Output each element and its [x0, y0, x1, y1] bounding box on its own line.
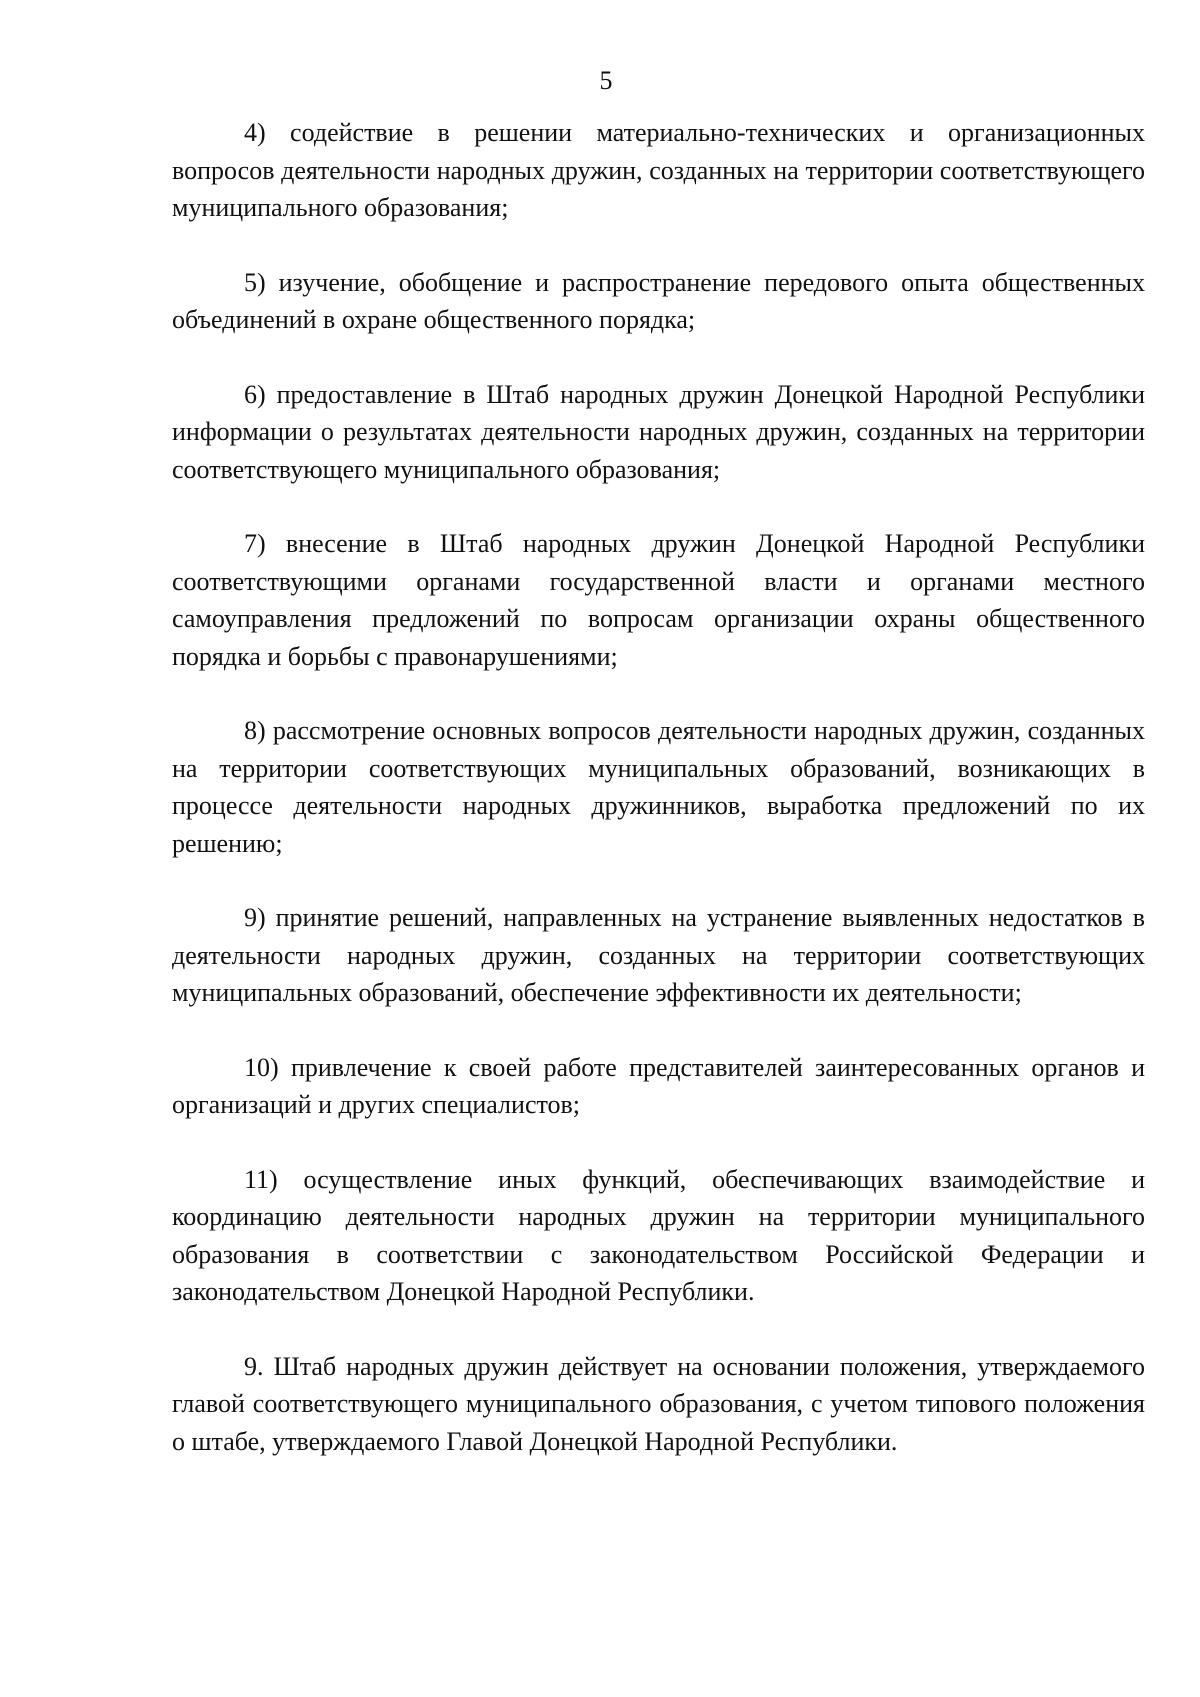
page-number: 5 — [599, 66, 613, 95]
paragraph-item-6: 6) предоставление в Штаб народных дружин Донецкой Народной Республики информации о результатах деятельности народных дружин, созданных на территории соответствующего муниципального образования; — [172, 379, 1145, 484]
paragraph-item-7: 7) внесение в Штаб народных дружин Донецкой Народной Республики соответствующими органами государственной власти и органами местного самоуправления предложений по вопросам организации охраны общественного порядка и борьбы с правонарушениями; — [172, 529, 1145, 671]
paragraph-item-4: 4) содействие в решении материально-технических и организационных вопросов деятельности народных дружин, созданных на территории соответствующего муниципального образования; — [172, 118, 1145, 222]
paragraph-section-9: 9. Штаб народных дружин действует на основании положения, утверждаемого главой соответствующего муниципального образования, с учетом типового положения о штабе, утверждаемого Главой Донецкой Народной Республики. — [172, 1351, 1145, 1456]
paragraph-item-8: 8) рассмотрение основных вопросов деятельности народных дружин, созданных на территории соответствующих муниципальных образований, возникающих в процессе деятельности народных дружинников, выработка предложений по их решению; — [172, 716, 1145, 858]
paragraph-item-10: 10) привлечение к своей работе представителей заинтересованных органов и организаций и других специалистов; — [172, 1052, 1145, 1119]
paragraph-item-11: 11) осуществление иных функций, обеспечивающих взаимодействие и координацию деятельности народных дружин на территории муниципального образования в соответствии с законодательством Российской Федерации и законодательством Донецкой Народной Республики. — [172, 1164, 1145, 1306]
document-body — [172, 114, 1145, 1497]
paragraph-item-9: 9) принятие решений, направленных на устранение выявленных недостатков в деятельности народных дружин, созданных на территории соответствующих муниципальных образований, обеспечение эффективности их деятельности; — [172, 903, 1145, 1007]
paragraph-item-5: 5) изучение, обобщение и распространение передового опыта общественных объединений в охране общественного порядка; — [172, 267, 1145, 334]
